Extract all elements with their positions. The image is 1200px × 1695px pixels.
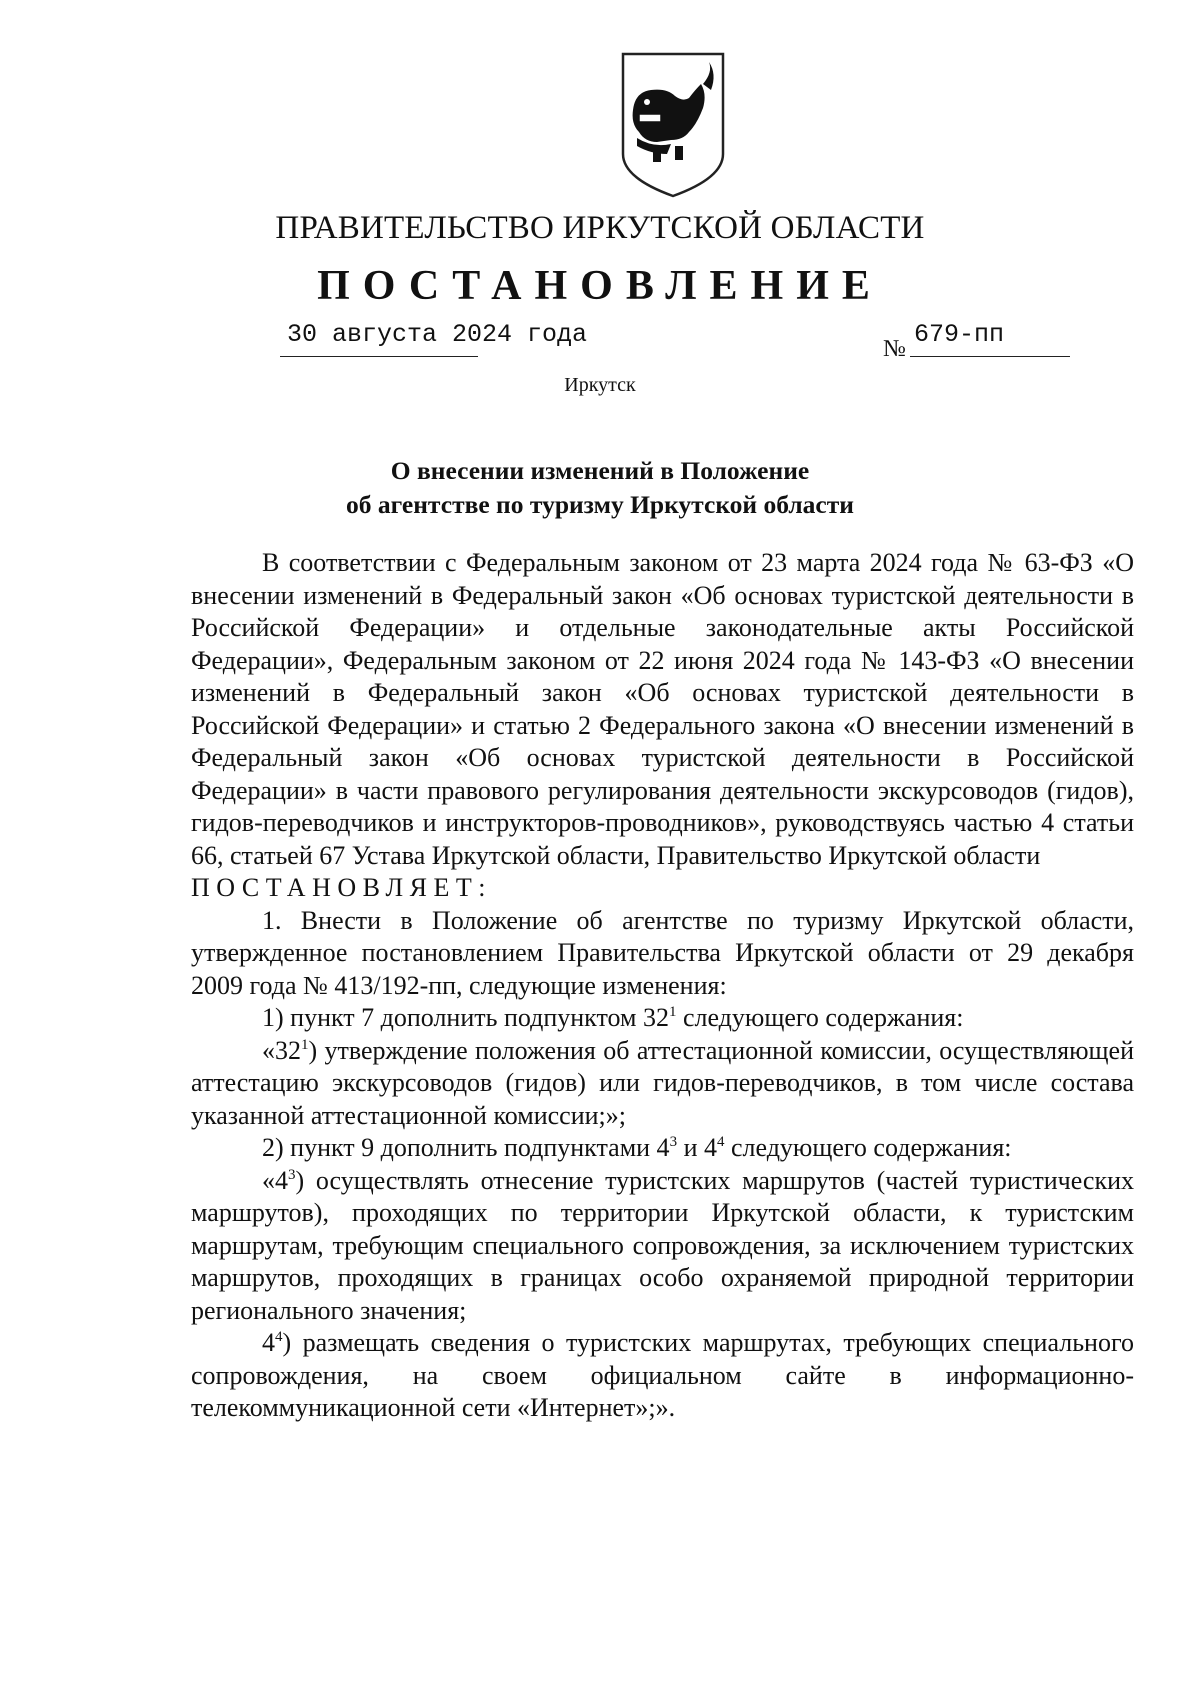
preamble-paragraph: В соответствии с Федеральным законом от 23 марта 2024 года № 63-ФЗ «О внесении изменений в Федеральный закон «Об основах туристской деятельности в Российской Федерации» и отдельные законодательные акты Российской Федерации», Федеральным законом от 22 июня 2024 года № 143-ФЗ «О внесении изменений в Федеральный закон «Об основах туристской деятельности в Российской Федерации» и статью 2 Федерального закона «О внесении изменений в Федеральный закон «Об основах туристской деятельности в Российской Федерации» в части правового регулирования деятельности экскурсоводов (гидов), гидов-переводчиков и инструкторов-проводников», руководствуясь частью 4 статьи 66, статьей 67 Устава Иркутской области, Правительство Иркутской области — [191, 548, 1134, 870]
document-date: 30 августа 2024 года — [287, 320, 588, 349]
number-sign: № — [883, 336, 906, 362]
subject-line-1: О внесении изменений в Положение — [390, 456, 810, 485]
item-1-paragraph: 1. Внести в Положение об агентстве по туризму Иркутской области, утвержденное постановлением Правительства Иркутской области от 29 декабря 2009 года № 413/192-пп, следующие изменения: — [191, 905, 1134, 1000]
decree-heading: ПОСТАНОВЛЯЕТ: — [191, 873, 492, 902]
subject-line-2: об агентстве по туризму Иркутской области — [346, 490, 854, 519]
city: Иркутск — [564, 374, 636, 396]
number-underline — [910, 356, 1070, 357]
document-body — [191, 547, 1134, 1425]
coat-of-arms-emblem — [617, 50, 729, 200]
quote-4-4-paragraph: $4^4$) размещать сведения о туристских маршрутах, требующих специального сопровождения, на своем официальном сайте в информационно-телекоммуникационной сети «Интернет»;». — [191, 1328, 1134, 1422]
quote-4-3-paragraph: «$4^3$) осуществлять отнесение туристских маршрутов (частей туристических маршрутов), проходящих по территории Иркутской области, к туристским маршрутам, требующим специального сопровождения, за исключением туристских маршрутов, проходящих в границах особо охраняемой природной территории регионального значения; — [191, 1165, 1134, 1325]
document-number: 679-пп — [914, 320, 1005, 349]
subitem-2-paragraph: 2) пункт 9 дополнить подпунктами $4^3$ и $4^4$ следующего содержания: — [262, 1133, 1012, 1162]
quote-32-1-paragraph: «$32^1$) утверждение положения об аттестационной комиссии, осуществляющей аттестацию экскурсоводов (гидов) или гидов-переводчиков, в том числе состава указанной аттестационной комиссии;»; — [191, 1035, 1134, 1130]
date-underline — [280, 356, 478, 357]
document-subject — [0, 454, 1200, 522]
issuing-authority: ПРАВИТЕЛЬСТВО ИРКУТСКОЙ ОБЛАСТИ — [275, 210, 925, 246]
subitem-1-paragraph: 1) пункт 7 дополнить подпунктом $32^1$ следующего содержания: — [262, 1003, 964, 1032]
document-type: ПОСТАНОВЛЕНИЕ — [317, 263, 883, 309]
